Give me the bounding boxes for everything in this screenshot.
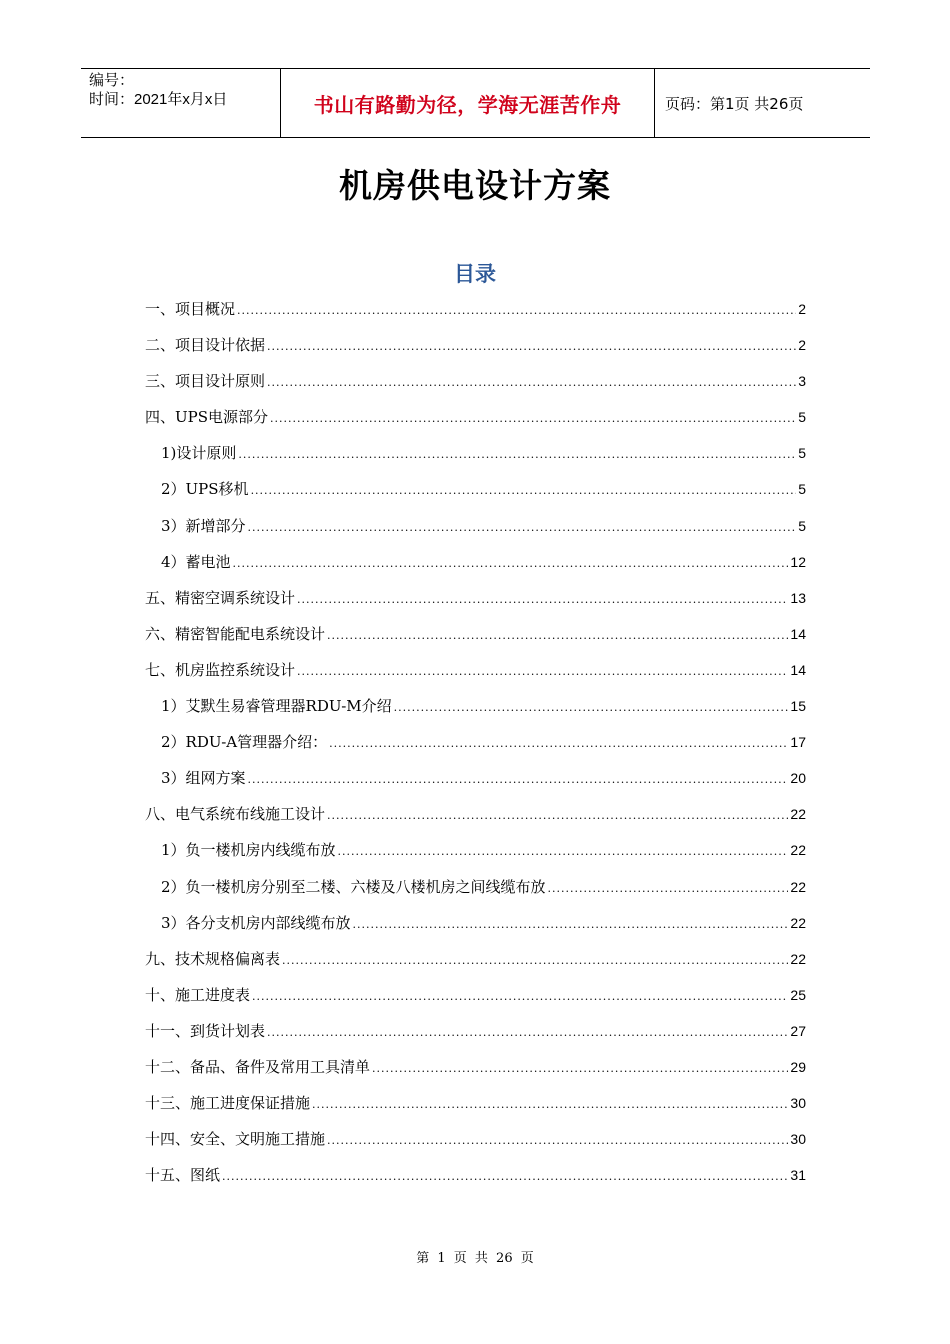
toc-entry-page: 27: [790, 1022, 806, 1039]
toc-entry-page: 25: [790, 986, 806, 1003]
toc-entry-label: 十五、图纸: [145, 1166, 221, 1185]
toc-entry[interactable]: [145, 1056, 806, 1092]
toc-entry[interactable]: [145, 767, 806, 803]
toc-entry-page: 5: [798, 409, 806, 426]
toc-entry[interactable]: [145, 334, 806, 370]
toc-entry[interactable]: [145, 876, 806, 912]
toc-dot-leader: [327, 1134, 788, 1147]
toc-entry-label: 四、UPS电源部分: [145, 408, 269, 427]
toc-entry-page: 22: [790, 950, 806, 967]
toc-entry-page: 5: [798, 445, 806, 462]
toc-entry-label: 五、精密空调系统设计: [145, 588, 296, 607]
toc-entry-page: 29: [790, 1058, 806, 1075]
toc-entry[interactable]: [145, 478, 806, 514]
page-title: 机房供电设计方案: [339, 166, 611, 205]
toc-entry[interactable]: [145, 442, 806, 478]
toc-entry-page: 14: [790, 625, 806, 642]
toc-entry-page: 22: [790, 806, 806, 823]
toc-entry-page: 30: [790, 1095, 806, 1112]
toc-entry-label: 3）各分支机房内部线缆布放: [161, 913, 351, 932]
motto: 书山有路勤为径，学海无涯苦作舟: [313, 92, 622, 117]
toc-dot-leader: [238, 448, 796, 461]
header-motto-cell: [281, 69, 655, 137]
toc-entry-page: 13: [790, 589, 806, 606]
toc-entry[interactable]: [145, 695, 806, 731]
toc-heading: 目录: [454, 262, 496, 286]
toc-dot-leader: [327, 629, 788, 642]
toc-dot-leader: [372, 1062, 788, 1075]
document-header: [81, 68, 870, 138]
toc-dot-leader: [267, 340, 796, 353]
toc-entry-page: 20: [790, 770, 806, 787]
toc-dot-leader: [312, 1098, 788, 1111]
toc-entry[interactable]: [145, 587, 806, 623]
toc-dot-leader: [327, 809, 788, 822]
toc-entry-label: 1)设计原则: [161, 444, 237, 463]
toc-entry-page: 30: [790, 1131, 806, 1148]
toc-entry[interactable]: [145, 406, 806, 442]
toc-entry-label: 十四、安全、文明施工措施: [145, 1130, 326, 1149]
toc-entry-page: 17: [790, 734, 806, 751]
toc-entry-label: 八、电气系统布线施工设计: [145, 805, 326, 824]
toc-entry[interactable]: [145, 623, 806, 659]
toc-entry-label: 三、项目设计原则: [145, 372, 266, 391]
toc-entry[interactable]: [145, 1020, 806, 1056]
toc-entry-page: 15: [790, 698, 806, 715]
toc-dot-leader: [252, 990, 788, 1003]
toc-dot-leader: [248, 521, 797, 534]
toc-entry-label: 1）艾默生易睿管理器RDU-M介绍: [161, 697, 392, 716]
toc-entry-label: 3）组网方案: [161, 769, 246, 788]
toc-entry-label: 2）UPS移机: [161, 480, 249, 499]
toc-entry-page: 2: [798, 301, 806, 317]
header-meta: [81, 69, 281, 137]
toc-entry-label: 3）新增部分: [161, 516, 246, 535]
toc-entry-page: 5: [798, 517, 806, 534]
toc-entry-label: 十、施工进度表: [145, 985, 251, 1004]
header-page-cell: [655, 69, 870, 137]
page-info: 页码：第1页 共26页: [665, 94, 804, 113]
toc-entry-page: 14: [790, 661, 806, 678]
toc-entry-page: 22: [790, 842, 806, 859]
toc-entry-page: 22: [790, 878, 806, 895]
time-label: 时间：2021年x月x日: [89, 91, 228, 108]
toc-entry[interactable]: [145, 839, 806, 875]
toc-dot-leader: [251, 484, 797, 497]
toc-entry[interactable]: [145, 803, 806, 839]
toc-entry[interactable]: [145, 515, 806, 551]
toc-dot-leader: [282, 954, 788, 967]
toc-dot-leader: [297, 593, 788, 606]
toc-entry-label: 2）RDU-A管理器介绍：: [161, 733, 328, 752]
toc-entry-label: 十二、备品、备件及常用工具清单: [145, 1057, 371, 1076]
toc-dot-leader: [267, 1026, 788, 1039]
toc-dot-leader: [267, 376, 796, 389]
toc-dot-leader: [233, 557, 789, 570]
number-label: 编号：: [89, 72, 135, 89]
toc-entry[interactable]: [145, 984, 806, 1020]
toc-dot-leader: [297, 665, 788, 678]
toc-dot-leader: [270, 412, 796, 425]
toc-dot-leader: [329, 737, 788, 750]
toc-dot-leader: [237, 304, 796, 317]
toc-entry-label: 七、机房监控系统设计: [145, 660, 296, 679]
toc-entry[interactable]: [145, 731, 806, 767]
toc-entry[interactable]: [145, 1092, 806, 1128]
toc-entry[interactable]: [145, 298, 806, 334]
toc-entry-page: 31: [790, 1167, 806, 1184]
toc-dot-leader: [338, 845, 789, 858]
toc-entry-page: 3: [798, 373, 806, 390]
toc-dot-leader: [248, 773, 789, 786]
toc-entry-page: 2: [798, 337, 806, 354]
toc-entry[interactable]: [145, 659, 806, 695]
toc-entry-page: 5: [798, 481, 806, 498]
toc-entry-label: 十一、到货计划表: [145, 1021, 266, 1040]
toc-entry[interactable]: [145, 370, 806, 406]
toc-entry-label: 4）蓄电池: [161, 552, 231, 571]
toc-entry-label: 十三、施工进度保证措施: [145, 1094, 311, 1113]
toc-entry-label: 九、技术规格偏离表: [145, 949, 281, 968]
table-of-contents: [145, 298, 806, 1200]
toc-entry[interactable]: [145, 912, 806, 948]
toc-entry-label: 一、项目概况: [145, 300, 236, 318]
toc-dot-leader: [353, 918, 789, 931]
toc-entry[interactable]: [145, 948, 806, 984]
toc-entry[interactable]: [145, 1164, 806, 1200]
toc-entry-label: 2）负一楼机房分别至二楼、六楼及八楼机房之间线缆布放: [161, 877, 546, 896]
page-footer: 第 1 页 共 26 页: [416, 1251, 534, 1266]
toc-entry[interactable]: [145, 551, 806, 587]
toc-entry[interactable]: [145, 1128, 806, 1164]
toc-entry-label: 1）负一楼机房内线缆布放: [161, 841, 336, 860]
toc-entry-page: 22: [790, 914, 806, 931]
toc-dot-leader: [394, 701, 789, 714]
toc-entry-label: 六、精密智能配电系统设计: [145, 624, 326, 643]
toc-dot-leader: [222, 1170, 788, 1183]
toc-entry-label: 二、项目设计依据: [145, 336, 266, 355]
toc-entry-page: 12: [790, 553, 806, 570]
toc-dot-leader: [548, 882, 789, 895]
